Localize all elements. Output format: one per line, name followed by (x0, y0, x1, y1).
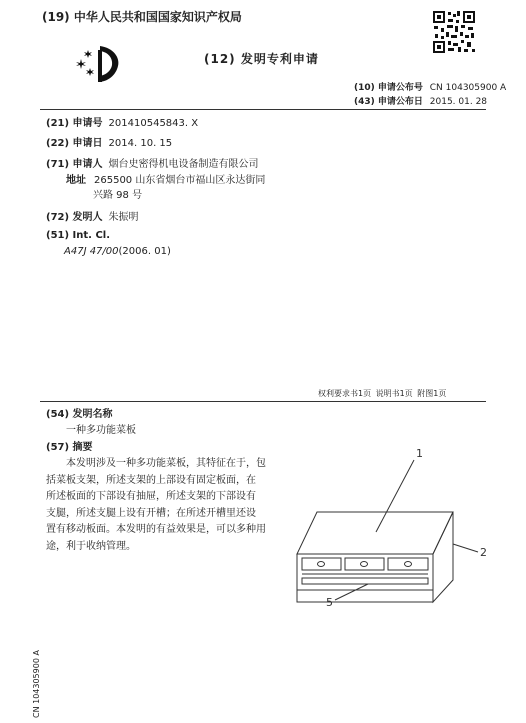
application-number-value: 201410545843. X (108, 118, 199, 129)
leader-line-1 (376, 460, 414, 532)
page-counts: 权利要求书1页 说明书1页 附图1页 (318, 389, 447, 398)
inventor-value: 朱振明 (108, 212, 139, 223)
abstract-line: 途，利于收纳管理。 (46, 540, 136, 552)
figure-drawer (345, 558, 384, 570)
abstract-line: 所述板面的下部设有抽屉，所述支架的下部设有 (46, 491, 256, 502)
applicant-value: 烟台史密得机电设备制造有限公司 (108, 159, 259, 170)
address-label: 地址 (66, 175, 86, 186)
leader-line-2 (453, 544, 478, 552)
abstract-line: 置有移动板面。本发明的有益效果是，可以多种用 (46, 524, 266, 535)
int-cl-label: (51) Int. Cl. (46, 230, 111, 241)
publication-date-value: 2015. 01. 28 (429, 97, 488, 107)
filing-date-value: 2014. 10. 15 (108, 138, 173, 149)
figure-label-2: 2 (480, 546, 487, 559)
sipo-logo (72, 42, 128, 86)
publication-date-label: (43) 申请公布日 (354, 97, 423, 107)
publication-number-label: (10) 申请公布号 (354, 83, 423, 93)
patent-figure (290, 440, 500, 620)
abstract-line: 本发明涉及一种多功能菜板，其特征在于，包 (66, 458, 266, 469)
invention-title-value: 一种多功能菜板 (66, 425, 136, 436)
figure-label-5: 5 (326, 596, 333, 609)
abstract-label: (57) 摘要 (46, 442, 93, 453)
application-number-label: (21) 申请号 (46, 118, 103, 129)
leader-line-5 (335, 584, 368, 600)
publication-number-value: CN 104305900 A (429, 83, 507, 93)
int-cl-year: (2006. 01) (118, 246, 171, 257)
page-counts-divider (40, 401, 486, 402)
figure-drawer (388, 558, 428, 570)
abstract-line: 支腿，所述支腿上设有开槽；在所述开槽里还设 (46, 507, 256, 519)
invention-title-label: (54) 发明名称 (46, 409, 113, 420)
figure-top-face (297, 512, 453, 554)
address-value-line2: 兴路 98 号 (93, 190, 143, 201)
office-name: (19) 中华人民共和国国家知识产权局 (42, 10, 242, 24)
figure-drawer-handle (318, 562, 325, 567)
side-publication-number: CN 104305900 A (32, 650, 41, 718)
abstract-text (46, 456, 266, 555)
figure-label-1: 1 (416, 447, 423, 460)
qr-code-icon (432, 10, 476, 54)
figure-right-side (433, 512, 453, 602)
inventor-label: (72) 发明人 (46, 212, 103, 223)
header-divider (40, 109, 486, 110)
filing-date-label: (22) 申请日 (46, 138, 103, 149)
figure-drawer-handle (361, 562, 368, 567)
document-type: (12) 发明专利申请 (204, 52, 319, 66)
figure-drawer (302, 558, 341, 570)
figure-drawer-handle (405, 562, 412, 567)
applicant-label: (71) 申请人 (46, 159, 103, 170)
figure-moving-board (302, 578, 428, 584)
address-value-line1: 265500 山东省烟台市福山区永达街同 (94, 175, 266, 186)
int-cl-class: A47J 47/00 (64, 246, 119, 257)
abstract-line: 括菜板支架，所述支架的上部设有固定板面，在 (46, 474, 256, 486)
